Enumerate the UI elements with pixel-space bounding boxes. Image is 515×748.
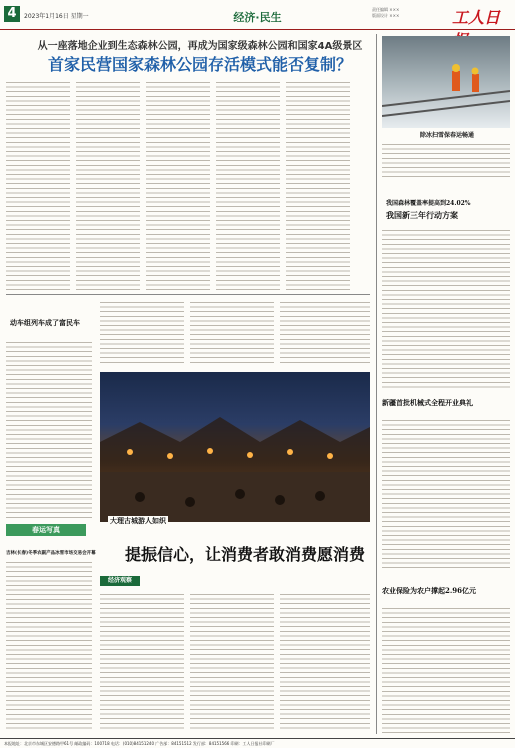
article-title: 我国森林覆盖率提高到24.02% — [386, 200, 471, 207]
article-body — [280, 300, 370, 365]
ancient-town-illustration — [100, 372, 370, 522]
article-body — [190, 300, 274, 365]
lead-body-col2 — [76, 80, 140, 290]
page-number: 4 — [4, 6, 20, 22]
article-body — [6, 560, 92, 730]
article-title: 动车组列车成了富民车 — [10, 318, 80, 327]
article-body — [190, 592, 274, 732]
snow-clearing-photo — [382, 36, 510, 128]
econ-label: 经济观察 — [100, 576, 140, 586]
lead-body-col1 — [6, 80, 70, 290]
commentary-headline: 提振信心，让消费者敢消费愿消费 — [124, 545, 365, 564]
article-body — [100, 592, 184, 732]
article-body — [382, 606, 510, 734]
spring-travel-banner: 春运写真 — [6, 524, 86, 536]
snow-illustration — [382, 36, 510, 128]
article-body — [382, 228, 510, 388]
article-title: 新疆首批机械式全程开业典礼 — [382, 398, 473, 407]
article-body — [6, 340, 92, 520]
lead-headline: 首家民营国家森林公园存活模式能否复制？ — [47, 55, 352, 74]
photo-caption: 除冰扫雪保春运畅通 — [420, 132, 475, 139]
issue-date: 2023年1月16日 星期一 — [24, 13, 89, 20]
article-title: 吉林(长春)冬季农副产品冰雪市场交易会开幕 — [6, 551, 96, 556]
lead-body-col3 — [146, 80, 210, 290]
article-body — [100, 300, 184, 365]
page-footer: 本报地址：北京市东城区安德路甲61号 邮政编码：100718 电话：(010)84151240 广告部：84151512 发行部：84151566 印刷：工人日报社印刷厂 — [0, 738, 515, 748]
column-divider — [376, 34, 377, 734]
photo-caption: 大理古城游人如织 — [110, 516, 166, 525]
lead-body-col5 — [286, 80, 350, 290]
article-title: 农业保险为农户撑起2.96亿元 — [382, 586, 477, 595]
lead-subhead: 从一座落地企业到生态森林公园，再成为国家级森林公园和国家4A级景区 — [37, 41, 363, 52]
caption-body — [382, 142, 510, 178]
article-title: 我国新三年行动方案 — [386, 210, 458, 220]
divider — [6, 294, 370, 295]
editors: 责任编辑 ××× 版面设计 ××× — [372, 7, 400, 18]
article-body — [280, 592, 370, 732]
section-title: 经济·民生 — [233, 11, 282, 24]
ancient-town-photo — [100, 372, 370, 522]
lead-body-col4 — [216, 80, 280, 290]
article-body — [382, 418, 510, 568]
page-header — [0, 0, 515, 30]
newspaper-logo: 工人日 — [452, 8, 501, 27]
